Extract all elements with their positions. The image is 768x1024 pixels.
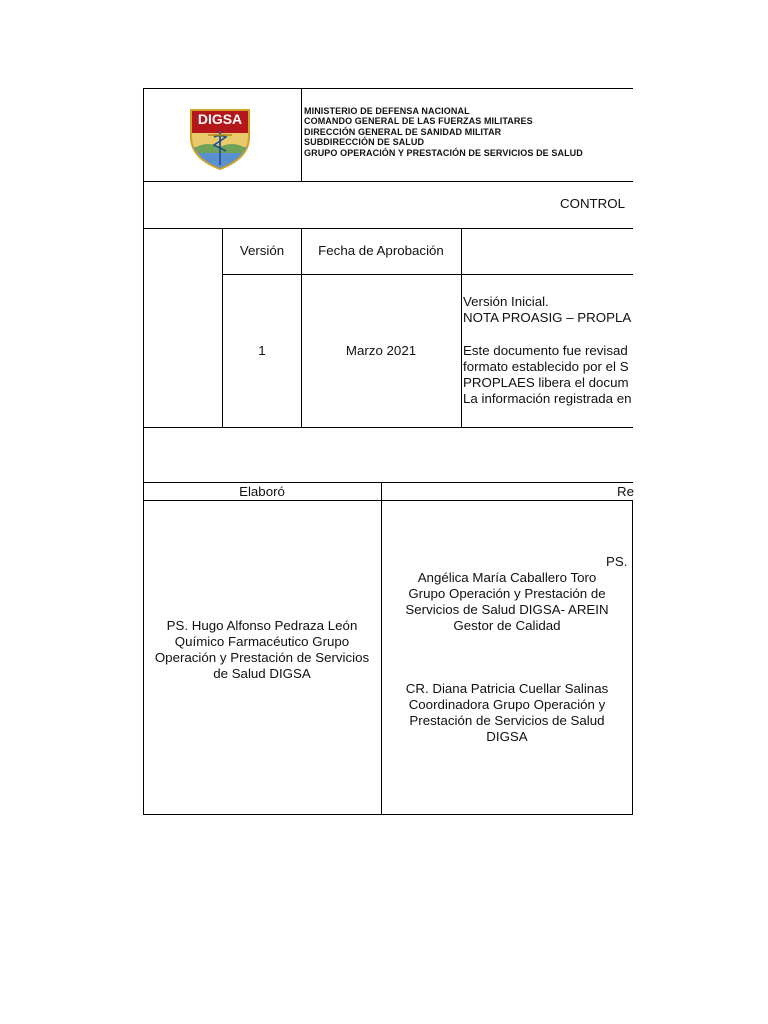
reviso1-line-4: Gestor de Calidad [453,618,561,633]
reviso2-line-4: DIGSA [486,729,528,744]
reviso1-line-3: Servicios de Salud DIGSA- AREIN [405,602,609,617]
org-line-subdireccion: SUBDIRECCIÓN DE SALUD [304,137,425,148]
border-sig-label-bottom [143,500,633,501]
elaboro-signer [143,618,381,682]
desc-line-4: formato establecido por el S [463,359,629,374]
reviso2-line-2: Coordinadora Grupo Operación y [408,697,606,712]
desc-line-3: Este documento fue revisad [463,343,628,358]
elaboro-line-4: de Salud DIGSA [213,666,311,681]
border-header-bottom [143,181,633,182]
border-col3 [461,228,462,428]
reviso1-line-2: Grupo Operación y Prestación de [408,586,606,601]
col-header-version: Versión [239,243,285,258]
org-line-direccion: DIRECCIÓN GENERAL DE SANIDAD MILITAR [304,126,502,137]
border-top [143,88,633,89]
reviso2-line-3: Prestación de Servicios de Salud [409,713,605,728]
row-fecha: Marzo 2021 [345,343,417,358]
border-row-bottom [143,427,633,428]
border-sig-right [632,500,633,815]
org-line-grupo: GRUPO OPERACIÓN Y PRESTACIÓN DE SERVICIOS DE SALUD [304,147,583,158]
elaboro-line-3: Operación y Prestación de Servicios [154,650,370,665]
border-sig-divider [381,482,382,815]
reviso-fragment: PS. [606,554,628,569]
border-control-bottom [143,228,633,229]
desc-line-6: La información registrada en [463,391,632,406]
reviso-label: Re [617,484,634,499]
reviso2-line-1: CR. Diana Patricia Cuellar Salinas [405,681,609,696]
desc-line-1: Versión Inicial. [463,294,549,309]
row-description [463,294,632,407]
reviso-signer-2 [382,681,632,745]
border-colhead-bottom [222,274,633,275]
elaboro-line-1: PS. Hugo Alfonso Pedraza León [166,618,358,633]
digsa-logo [188,107,252,171]
desc-line-2: NOTA PROASIG – PROPLA [463,310,632,325]
elaboro-line-2: Químico Farmacéutico Grupo [174,634,350,649]
desc-line-5: PROPLAES libera el docum [463,375,629,390]
org-lines [304,106,583,158]
section-title: CONTROL [560,196,626,211]
reviso1-line-1: Angélica María Caballero Toro [417,570,597,585]
border-bottom [143,814,633,815]
border-logo-divider [301,88,302,182]
col-header-fecha: Fecha de Aprobación [318,243,444,258]
org-line-ministerio: MINISTERIO DE DEFENSA NACIONAL [304,106,470,116]
row-version: 1 [258,343,266,358]
border-left [143,88,144,815]
logo-text: DIGSA [197,111,243,127]
reviso-signer-1 [382,570,632,634]
border-sig-top [143,482,633,483]
elaboro-label: Elaboró [239,484,285,499]
org-line-comando: COMANDO GENERAL DE LAS FUERZAS MILITARES [304,116,533,127]
